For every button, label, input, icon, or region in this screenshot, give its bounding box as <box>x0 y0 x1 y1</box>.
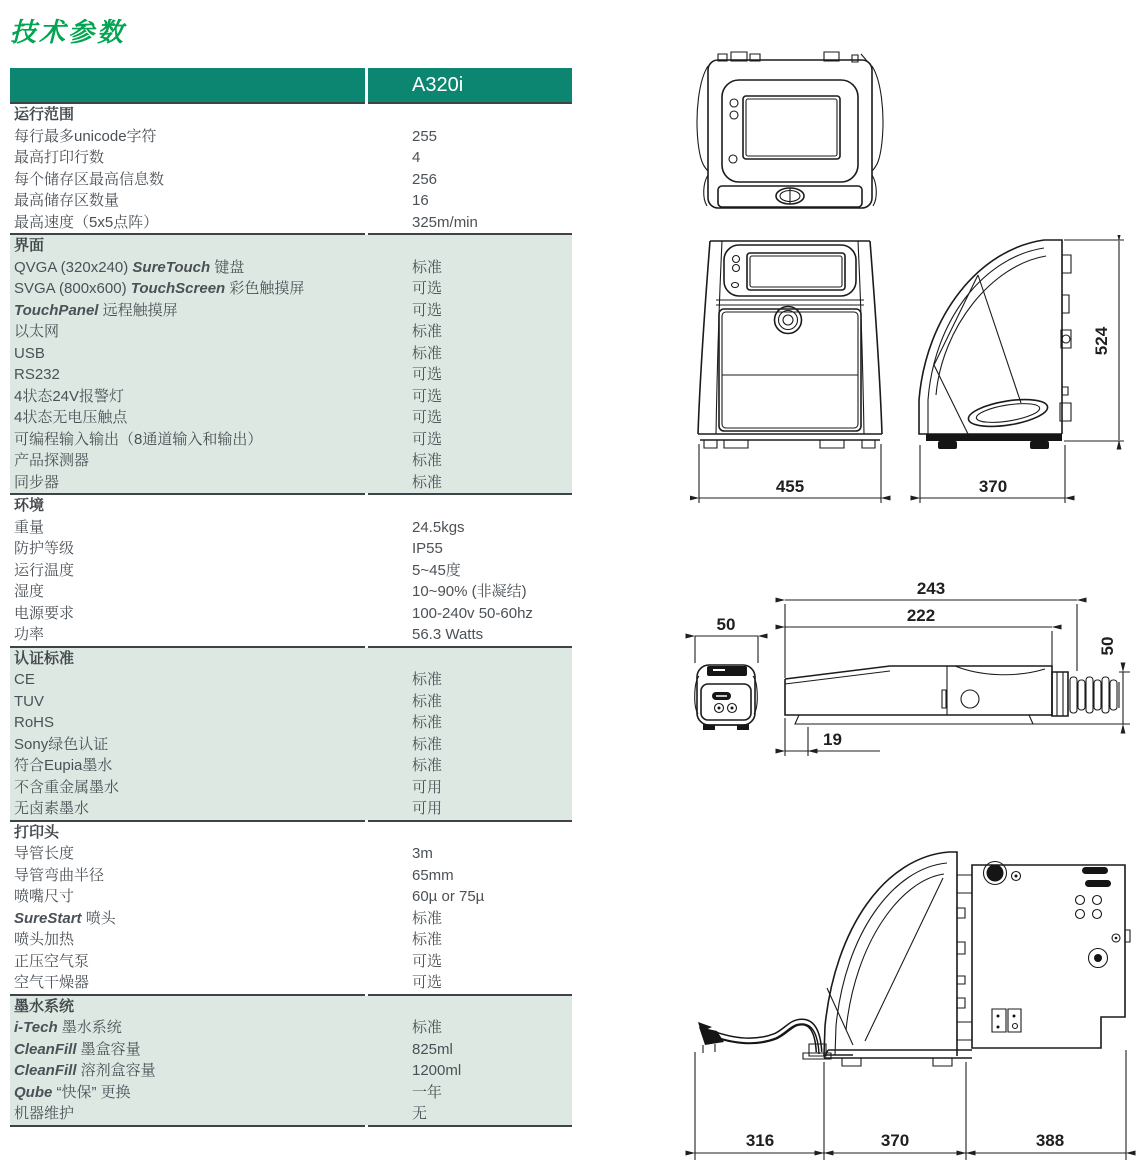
spec-value: 标准 <box>412 735 443 753</box>
spec-value: 56.3 Watts <box>412 626 484 643</box>
spec-row <box>10 1060 572 1082</box>
section-heading: 墨水系统 <box>14 997 75 1015</box>
spec-value: 255 <box>412 127 438 145</box>
spec-row <box>10 472 572 494</box>
spec-row <box>10 212 572 234</box>
dim-open-body-depth: 370 <box>880 1131 910 1150</box>
dim-open-conduit-reach: 316 <box>745 1131 775 1150</box>
spec-value: 可用 <box>412 800 443 817</box>
spec-row <box>10 929 572 951</box>
spec-row <box>10 777 572 799</box>
spec-table <box>10 68 572 1127</box>
table-header-left-cell <box>10 68 365 102</box>
spec-row <box>10 972 572 994</box>
spec-row <box>10 798 572 820</box>
spec-row <box>10 450 572 472</box>
spec-row <box>10 886 572 908</box>
spec-row <box>10 581 572 603</box>
spec-value: 无 <box>412 1105 428 1122</box>
spec-value: 16 <box>412 192 429 209</box>
spec-label: 电源要求 <box>14 604 75 622</box>
spec-value: 60µ or 75µ <box>412 888 485 905</box>
spec-row <box>10 300 572 322</box>
table-header <box>10 68 572 102</box>
spec-label: 功率 <box>14 626 45 643</box>
drawing-front-view <box>690 235 895 507</box>
spec-label: TouchPanel 远程触摸屏 <box>14 301 178 319</box>
spec-row <box>10 278 572 300</box>
spec-label: 导管长度 <box>14 845 75 862</box>
spec-row <box>10 908 572 930</box>
spec-row <box>10 538 572 560</box>
spec-label: 喷嘴尺寸 <box>14 888 75 905</box>
drawing-printhead-side <box>775 578 1137 763</box>
dim-head-base-offset: 19 <box>823 730 842 749</box>
section-divider <box>10 1125 572 1127</box>
dim-head-body-length: 222 <box>906 606 936 625</box>
spec-row <box>10 343 572 365</box>
spec-value: 325m/min <box>412 213 478 231</box>
dim-head-total-length: 243 <box>916 579 946 598</box>
spec-row <box>10 321 572 343</box>
spec-label: 同步器 <box>14 473 60 491</box>
spec-row <box>10 843 572 865</box>
spec-label: 以太网 <box>14 323 60 340</box>
spec-label: SureStart 喷头 <box>14 909 116 927</box>
drawing-side-view <box>908 235 1136 507</box>
spec-row <box>10 386 572 408</box>
spec-label: CleanFill 溶剂盒容量 <box>14 1062 156 1079</box>
spec-value: 256 <box>412 170 438 188</box>
table-body <box>10 102 572 1127</box>
spec-value: 65mm <box>412 866 454 884</box>
spec-value: 1200ml <box>412 1062 462 1079</box>
spec-value: 标准 <box>412 909 443 927</box>
section-heading: 环境 <box>14 497 45 514</box>
spec-row <box>10 865 572 887</box>
spec-value: 标准 <box>412 931 443 948</box>
spec-label: Qube “快保” 更换 <box>14 1083 131 1101</box>
spec-label: 湿度 <box>14 583 45 600</box>
spec-value: 标准 <box>412 473 443 491</box>
spec-label: CE <box>14 671 35 688</box>
spec-value: 可选 <box>412 301 443 319</box>
spec-row <box>10 603 572 625</box>
spec-row <box>10 190 572 212</box>
spec-value: 标准 <box>412 757 443 774</box>
spec-label: USB <box>14 344 45 362</box>
drawing-printhead-front <box>683 608 773 738</box>
spec-section <box>10 822 572 994</box>
spec-row <box>10 734 572 756</box>
spec-section <box>10 104 572 233</box>
section-heading: 认证标准 <box>14 649 75 667</box>
spec-value: 标准 <box>412 258 443 276</box>
spec-label: 每行最多unicode字符 <box>14 127 157 145</box>
spec-value: 100-240v 50-60hz <box>412 604 533 622</box>
dim-side-height: 524 <box>1092 326 1111 356</box>
spec-value: 可选 <box>412 974 443 991</box>
dim-head-width: 50 <box>716 615 736 634</box>
spec-value: 24.5kgs <box>412 518 465 536</box>
spec-row <box>10 1017 572 1039</box>
spec-label: 每个储存区最高信息数 <box>14 170 165 188</box>
spec-label: 导管弯曲半径 <box>14 866 105 884</box>
spec-label: 喷头加热 <box>14 931 75 948</box>
spec-value: 3m <box>412 845 433 862</box>
spec-label: 最高储存区数量 <box>14 192 120 209</box>
spec-label: 4状态24V报警灯 <box>14 387 125 405</box>
spec-row <box>10 364 572 386</box>
spec-row <box>10 517 572 539</box>
spec-label: 机器维护 <box>14 1105 75 1122</box>
spec-value: 标准 <box>412 1019 443 1036</box>
spec-label: 运行温度 <box>14 561 75 579</box>
spec-row <box>10 755 572 777</box>
spec-label: 空气干燥器 <box>14 974 90 991</box>
spec-value: 标准 <box>412 692 443 710</box>
spec-row <box>10 951 572 973</box>
spec-value: 标准 <box>412 714 443 731</box>
table-header-model-cell: A320i <box>368 68 572 102</box>
spec-label: RS232 <box>14 366 60 383</box>
section-heading: 界面 <box>14 237 45 254</box>
dim-head-height: 50 <box>1098 636 1117 656</box>
spec-label: 4状态无电压触点 <box>14 409 128 426</box>
spec-label: 可编程输入输出（8通道输入和输出） <box>14 430 263 448</box>
section-heading: 打印头 <box>14 823 60 841</box>
spec-section <box>10 996 572 1125</box>
dim-side-depth: 370 <box>978 477 1008 496</box>
spec-row <box>10 257 572 279</box>
spec-row <box>10 429 572 451</box>
spec-label: SVGA (800x600) TouchScreen 彩色触摸屏 <box>14 280 305 297</box>
spec-row <box>10 691 572 713</box>
spec-label: 重量 <box>14 518 45 536</box>
drawing-top-view <box>690 50 890 218</box>
spec-row <box>10 712 572 734</box>
spec-value: 可选 <box>412 409 443 426</box>
spec-label: 产品探测器 <box>14 452 90 469</box>
spec-row <box>10 1082 572 1104</box>
spec-value: 可选 <box>412 952 443 970</box>
drawing-open-view <box>685 830 1140 1170</box>
page-title: 技术参数 <box>10 17 127 47</box>
spec-label: 防护等级 <box>14 540 75 557</box>
spec-row <box>10 1039 572 1061</box>
spec-value: 一年 <box>412 1083 443 1101</box>
spec-label: CleanFill 墨盒容量 <box>14 1040 141 1058</box>
spec-value: 5~45度 <box>412 561 461 579</box>
spec-label: 正压空气泵 <box>14 952 90 970</box>
spec-value: 10~90% (非凝结) <box>412 583 527 600</box>
dim-open-door-swing: 388 <box>1035 1131 1065 1150</box>
spec-row <box>10 1103 572 1125</box>
spec-section <box>10 495 572 646</box>
spec-value: 可用 <box>412 778 443 796</box>
spec-value: 825ml <box>412 1040 453 1058</box>
spec-label: i-Tech 墨水系统 <box>14 1019 122 1036</box>
spec-section <box>10 648 572 820</box>
spec-section <box>10 235 572 493</box>
spec-label: 最高速度（5x5点阵） <box>14 213 159 231</box>
spec-row <box>10 169 572 191</box>
section-heading: 运行范围 <box>14 106 75 123</box>
spec-value: IP55 <box>412 540 443 557</box>
spec-value: 标准 <box>412 671 443 688</box>
spec-label: TUV <box>14 692 44 710</box>
spec-row <box>10 624 572 646</box>
spec-value: 标准 <box>412 344 443 362</box>
spec-value: 可选 <box>412 430 443 448</box>
spec-row <box>10 407 572 429</box>
spec-label: 不含重金属墨水 <box>14 778 120 796</box>
spec-label: Sony绿色认证 <box>14 735 109 753</box>
spec-label: QVGA (320x240) SureTouch 键盘 <box>14 258 245 276</box>
spec-value: 可选 <box>412 366 443 383</box>
spec-value: 可选 <box>412 387 443 405</box>
dim-front-width: 455 <box>775 477 805 496</box>
spec-label: 最高打印行数 <box>14 149 105 166</box>
spec-row <box>10 147 572 169</box>
spec-label: RoHS <box>14 714 55 731</box>
spec-value: 标准 <box>412 323 443 340</box>
spec-value: 标准 <box>412 452 443 469</box>
spec-label: 无卤素墨水 <box>14 800 90 817</box>
spec-value: 4 <box>412 149 421 166</box>
spec-row <box>10 669 572 691</box>
spec-row <box>10 126 572 148</box>
spec-row <box>10 560 572 582</box>
spec-label: 符合Eupia墨水 <box>14 757 113 774</box>
spec-value: 可选 <box>412 280 443 297</box>
